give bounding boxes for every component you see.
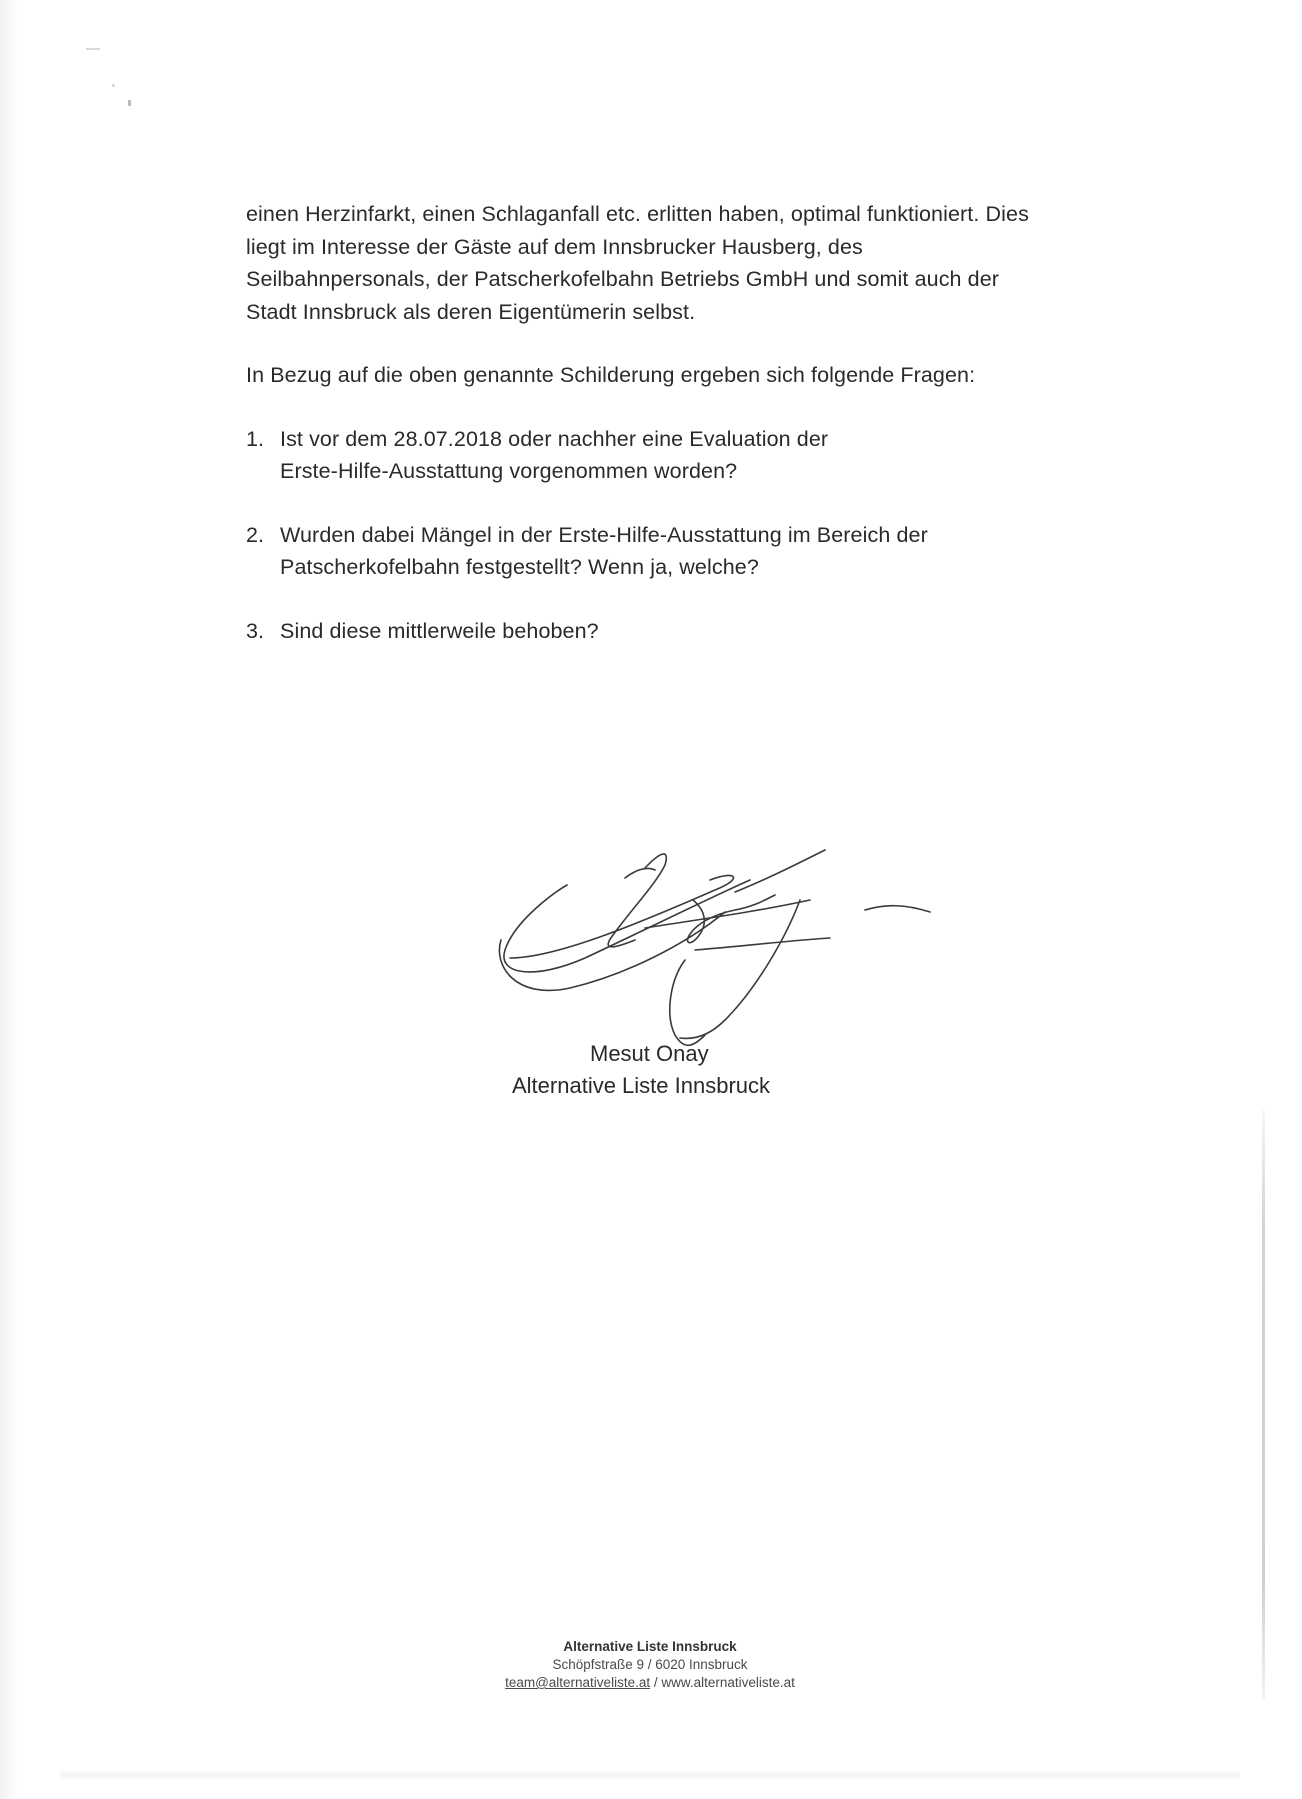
intro-line: Seilbahnpersonals, der Patscherkofelbahn Betriebs GmbH und somit auch der <box>246 267 1000 291</box>
footer-contact <box>380 1674 920 1692</box>
question-item <box>246 423 1146 488</box>
scan-edge-bottom <box>60 1770 1240 1780</box>
scan-edge-line <box>1262 1110 1265 1700</box>
question-number: 1. <box>246 426 265 451</box>
scan-edge-shadow <box>0 0 18 1799</box>
scan-speck <box>112 84 115 87</box>
question-item <box>246 519 1146 584</box>
footer-organization: Alternative Liste Innsbruck <box>563 1639 737 1654</box>
question-line: Wurden dabei Mängel in der Erste-Hilfe-Ausstattung im Bereich der <box>280 522 928 547</box>
question-line: Ist vor dem 28.07.2018 oder nachher eine Evaluation der <box>280 426 829 451</box>
handwritten-signature <box>495 840 1055 1090</box>
question-number: 3. <box>246 618 265 643</box>
intro-line: Stadt Innsbruck als deren Eigentümerin selbst. <box>246 299 696 324</box>
letter-footer <box>380 1638 920 1692</box>
question-line: Erste-Hilfe-Ausstattung vorgenommen worden? <box>280 459 738 483</box>
footer-separator: / <box>650 1675 662 1690</box>
question-line: Sind diese mittlerweile behoben? <box>280 618 599 643</box>
footer-website-link[interactable]: www.alternativeliste.at <box>661 1675 795 1690</box>
scan-speck <box>128 100 131 106</box>
question-line: Patscherkofelbahn festgestellt? Wenn ja, welche? <box>280 555 759 579</box>
signer-name: Mesut Onay <box>590 1041 709 1066</box>
question-item <box>246 615 1146 648</box>
question-number: 2. <box>246 522 265 547</box>
intro-line: liegt im Interesse der Gäste auf dem Innsbrucker Hausberg, des <box>246 234 863 259</box>
footer-email-link[interactable]: team@alternativeliste.at <box>505 1675 651 1690</box>
signer-organization: Alternative Liste Innsbruck <box>512 1073 771 1098</box>
footer-address: Schöpfstraße 9 / 6020 Innsbruck <box>552 1657 748 1672</box>
question-list <box>246 423 1146 648</box>
scan-speck <box>86 48 100 50</box>
letter-body <box>246 198 1146 678</box>
intro-paragraph <box>246 198 1146 328</box>
lead-paragraph: In Bezug auf die oben genannte Schilderung ergeben sich folgende Fragen: <box>246 363 976 387</box>
intro-line: einen Herzinfarkt, einen Schlaganfall etc. erlitten haben, optimal funktioniert. Dies <box>246 202 1029 226</box>
